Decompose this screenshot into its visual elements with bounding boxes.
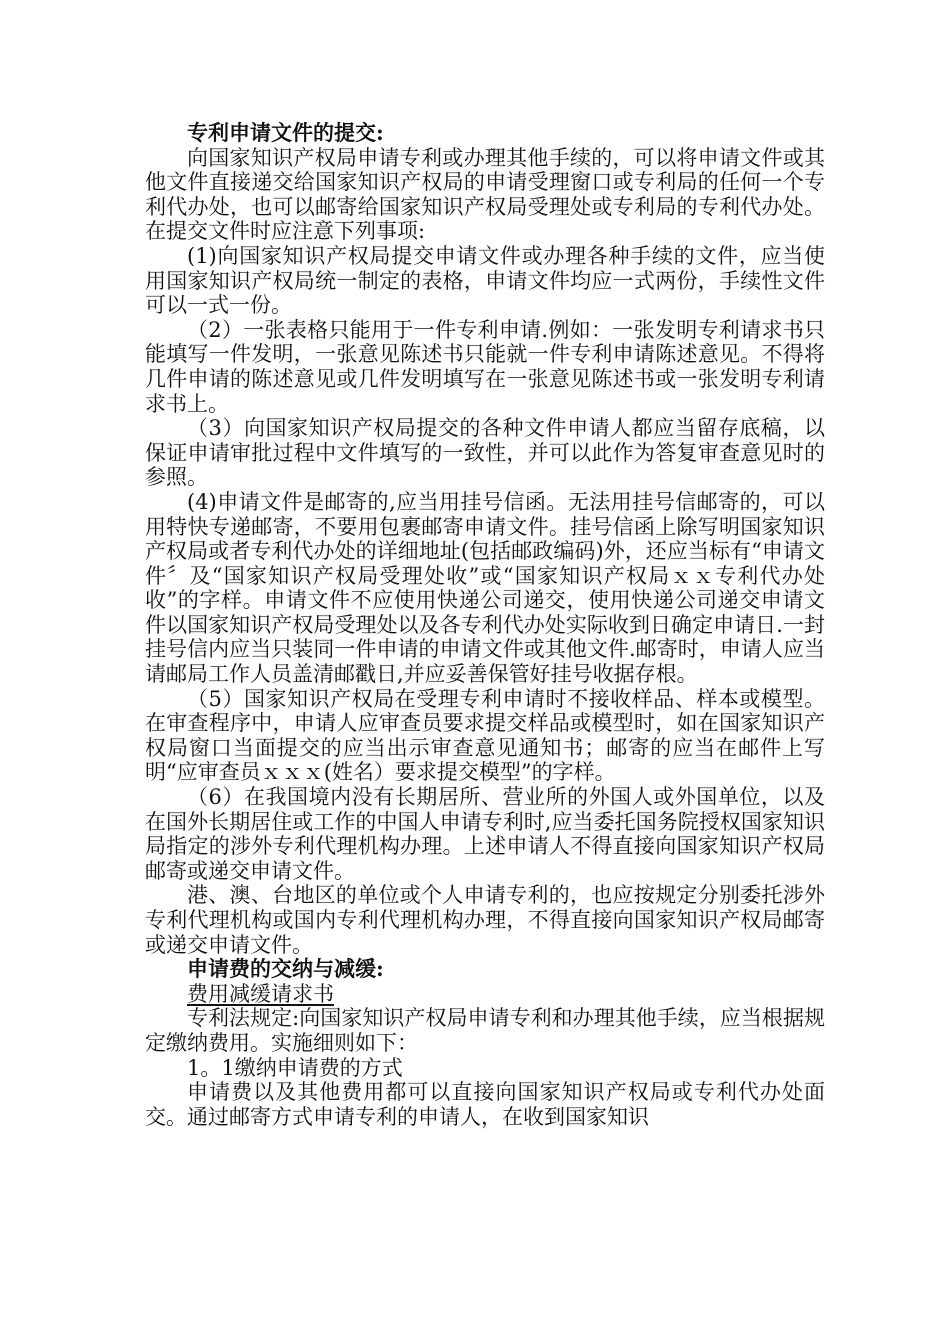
document-page bbox=[145, 121, 825, 1129]
fee-reduction-link-line bbox=[145, 982, 825, 1007]
intro-paragraph: 向国家知识产权局申请专利或办理其他手续的，可以将申请文件或其他文件直接递交给国家知识产权局的申请受理窗口或专利局的任何一个专利代办处，也可以邮寄给国家知识产权局受理处或专利局的专利代办处。在提交文件时应注意下列事项: bbox=[145, 145, 825, 244]
item-6-paragraph: （6）在我国境内没有长期居所、营业所的外国人或外国单位，以及在国外长期居住或工作的中国人申请专利时,应当委托国务院授权国家知识局指定的涉外专利代理机构办理。上述申请人不得直接向国家知识产权局邮寄或递交申请文件。 bbox=[145, 785, 825, 883]
item-5-paragraph: （5）国家知识产权局在受理专利申请时不接收样品、样本或模型。在审查程序中，申请人应审查员要求提交样品或模型时，如在国家知识产权局窗口当面提交的应当出示审查意见通知书；邮寄的应当在邮件上写明“应审查员ｘｘｘ(姓名）要求提交模型”的字样。 bbox=[145, 686, 825, 785]
patent-law-paragraph: 专利法规定:向国家知识产权局申请专利和办理其他手续，应当根据规定缴纳费用。实施细则如下： bbox=[145, 1006, 825, 1055]
fee-reduction-link[interactable]: 费用减缓请求书 bbox=[187, 981, 334, 1006]
item-1-paragraph: (1)向国家知识产权局提交申请文件或办理各种手续的文件，应当使用国家知识产权局统一制定的表格，申请文件均应一式两份，手续性文件可以一式一份。 bbox=[145, 243, 825, 318]
payment-paragraph: 申请费以及其他费用都可以直接向国家知识产权局或专利代办处面交。通过邮寄方式申请专利的申请人，在收到国家知识 bbox=[145, 1080, 825, 1129]
item-2-paragraph: （2）一张表格只能用于一件专利申请.例如：一张发明专利请求书只能填写一件发明，一张意见陈述书只能就一件专利申请陈述意见。不得将几件申请的陈述意见或几件发明填写在一张意见陈述书或一张发明专利请求书上。 bbox=[145, 317, 825, 416]
payment-method-subheading: 1。1缴纳申请费的方式 bbox=[187, 1055, 403, 1080]
item-3-paragraph: （3）向国家知识产权局提交的各种文件申请人都应当留存底稿，以保证申请审批过程中文件填写的一致性，并可以此作为答复审查意见时的参照。 bbox=[145, 416, 825, 490]
section-heading-submission: 专利申请文件的提交: bbox=[187, 120, 384, 145]
section-heading-fees: 申请费的交纳与减缓: bbox=[187, 956, 384, 982]
hk-macau-taiwan-paragraph: 港、澳、台地区的单位或个人申请专利的，也应按规定分别委托涉外专利代理机构或国内专利代理机构办理，不得直接向国家知识产权局邮寄或递交申请文件。 bbox=[145, 883, 825, 957]
item-4-paragraph: (4)申请文件是邮寄的,应当用挂号信函。无法用挂号信邮寄的，可以用特快专递邮寄，不要用包裹邮寄申请文件。挂号信函上除写明国家知识产权局或者专利代办处的详细地址(包括邮政编码)外，还应当标有“申请文件〞及“国家知识产权局受理处收”或“国家知识产权局ｘｘ专利代办处收”的字样。申请文件不应使用快递公司递交，使用快递公司递交申请文件以国家知识产权局受理处以及各专利代办处实际收到日确定申请日.一封挂号信内应当只装同一件申请的申请文件或其他文件.邮寄时，申请人应当请邮局工作人员盖清邮戳日,并应妥善保管好挂号收据存根。 bbox=[145, 489, 825, 687]
